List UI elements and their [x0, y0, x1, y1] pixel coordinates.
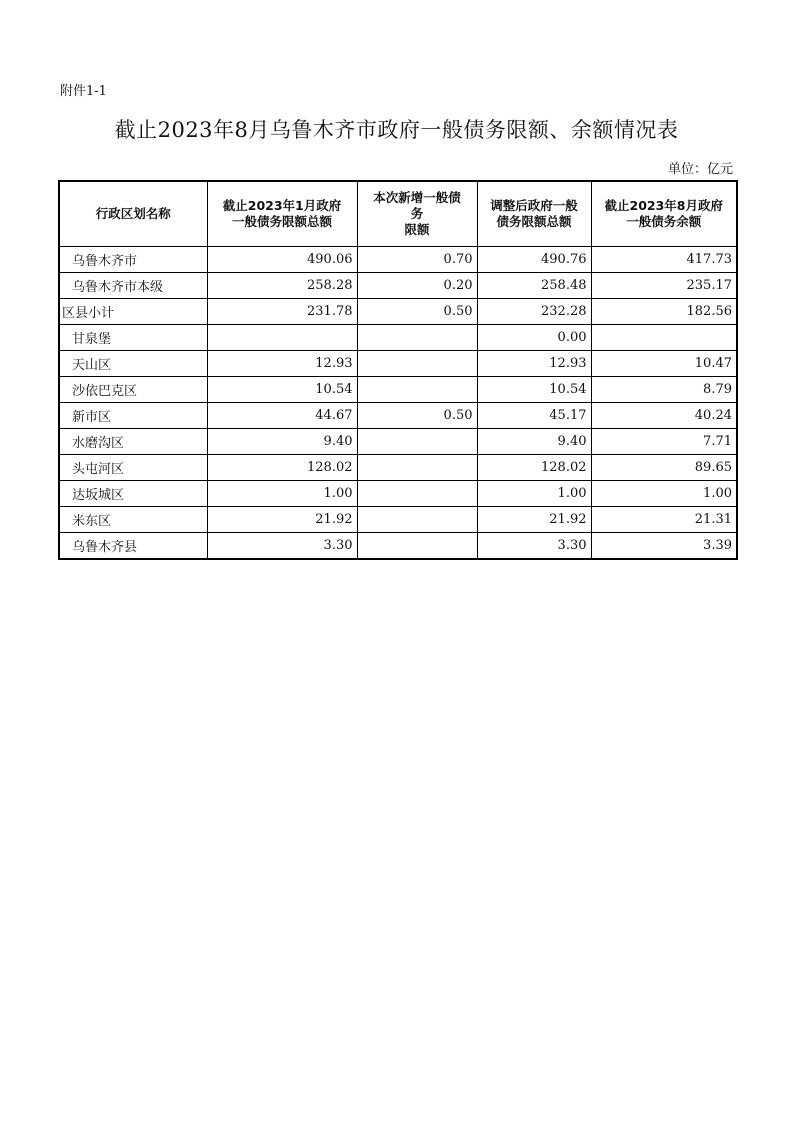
adjusted-limit-cell: 45.17	[477, 403, 591, 429]
aug-balance-cell: 417.73	[591, 247, 737, 273]
aug-balance-cell: 10.47	[591, 351, 737, 377]
aug-balance-cell: 7.71	[591, 429, 737, 455]
region-name-cell: 甘泉堡	[59, 325, 207, 351]
jan-limit-cell: 128.02	[207, 455, 357, 481]
aug-balance-cell	[591, 325, 737, 351]
region-name-cell: 区县小计	[59, 299, 207, 325]
region-name-cell: 达坂城区	[59, 481, 207, 507]
table-row	[59, 351, 737, 377]
attachment-label: 附件1-1	[60, 84, 107, 99]
aug-balance-cell: 40.24	[591, 403, 737, 429]
table-row	[59, 481, 737, 507]
table-row	[59, 429, 737, 455]
table-row	[59, 403, 737, 429]
aug-balance-cell: 3.39	[591, 533, 737, 560]
new-limit-cell	[357, 455, 477, 481]
region-name-cell: 米东区	[59, 507, 207, 533]
table-row	[59, 533, 737, 560]
adjusted-limit-cell: 1.00	[477, 481, 591, 507]
jan-limit-cell: 490.06	[207, 247, 357, 273]
adjusted-limit-cell: 232.28	[477, 299, 591, 325]
table-row	[59, 299, 737, 325]
adjusted-limit-cell: 10.54	[477, 377, 591, 403]
aug-balance-cell: 182.56	[591, 299, 737, 325]
new-limit-cell: 0.50	[357, 299, 477, 325]
new-limit-cell: 0.70	[357, 247, 477, 273]
new-limit-cell	[357, 351, 477, 377]
table-header-row	[59, 181, 737, 247]
adjusted-limit-cell: 490.76	[477, 247, 591, 273]
adjusted-limit-cell: 0.00	[477, 325, 591, 351]
header-adjusted-limit: 调整后政府一般 债务限额总额	[477, 181, 591, 247]
table-row	[59, 247, 737, 273]
adjusted-limit-cell: 3.30	[477, 533, 591, 560]
adjusted-limit-cell: 12.93	[477, 351, 591, 377]
region-name-cell: 乌鲁木齐市	[59, 247, 207, 273]
aug-balance-cell: 21.31	[591, 507, 737, 533]
table-row	[59, 325, 737, 351]
table-row	[59, 377, 737, 403]
region-name-cell: 新市区	[59, 403, 207, 429]
table-body	[59, 247, 737, 560]
region-name-cell: 头屯河区	[59, 455, 207, 481]
jan-limit-cell: 12.93	[207, 351, 357, 377]
document-title: 截止2023年8月乌鲁木齐市政府一般债务限额、余额情况表	[114, 118, 679, 142]
new-limit-cell	[357, 325, 477, 351]
header-aug-balance: 截止2023年8月政府 一般债务余额	[591, 181, 737, 247]
aug-balance-cell: 235.17	[591, 273, 737, 299]
aug-balance-cell: 89.65	[591, 455, 737, 481]
adjusted-limit-cell: 21.92	[477, 507, 591, 533]
region-name-cell: 水磨沟区	[59, 429, 207, 455]
header-region: 行政区划名称	[59, 181, 207, 247]
jan-limit-cell: 1.00	[207, 481, 357, 507]
debt-table	[58, 180, 738, 560]
table-row	[59, 455, 737, 481]
adjusted-limit-cell: 258.48	[477, 273, 591, 299]
jan-limit-cell: 44.67	[207, 403, 357, 429]
adjusted-limit-cell: 128.02	[477, 455, 591, 481]
header-new-limit: 本次新增一般债 务 限额	[357, 181, 477, 247]
jan-limit-cell: 10.54	[207, 377, 357, 403]
new-limit-cell	[357, 429, 477, 455]
jan-limit-cell: 231.78	[207, 299, 357, 325]
region-name-cell: 乌鲁木齐市本级	[59, 273, 207, 299]
jan-limit-cell: 21.92	[207, 507, 357, 533]
new-limit-cell	[357, 481, 477, 507]
adjusted-limit-cell: 9.40	[477, 429, 591, 455]
jan-limit-cell: 9.40	[207, 429, 357, 455]
aug-balance-cell: 1.00	[591, 481, 737, 507]
region-name-cell: 乌鲁木齐县	[59, 533, 207, 560]
unit-label: 单位：亿元	[667, 162, 733, 177]
table-row	[59, 507, 737, 533]
new-limit-cell	[357, 507, 477, 533]
region-name-cell: 天山区	[59, 351, 207, 377]
new-limit-cell	[357, 377, 477, 403]
aug-balance-cell: 8.79	[591, 377, 737, 403]
header-jan-limit: 截止2023年1月政府 一般债务限额总额	[207, 181, 357, 247]
jan-limit-cell: 258.28	[207, 273, 357, 299]
new-limit-cell: 0.20	[357, 273, 477, 299]
region-name-cell: 沙依巴克区	[59, 377, 207, 403]
new-limit-cell: 0.50	[357, 403, 477, 429]
new-limit-cell	[357, 533, 477, 560]
jan-limit-cell: 3.30	[207, 533, 357, 560]
table-row	[59, 273, 737, 299]
jan-limit-cell	[207, 325, 357, 351]
